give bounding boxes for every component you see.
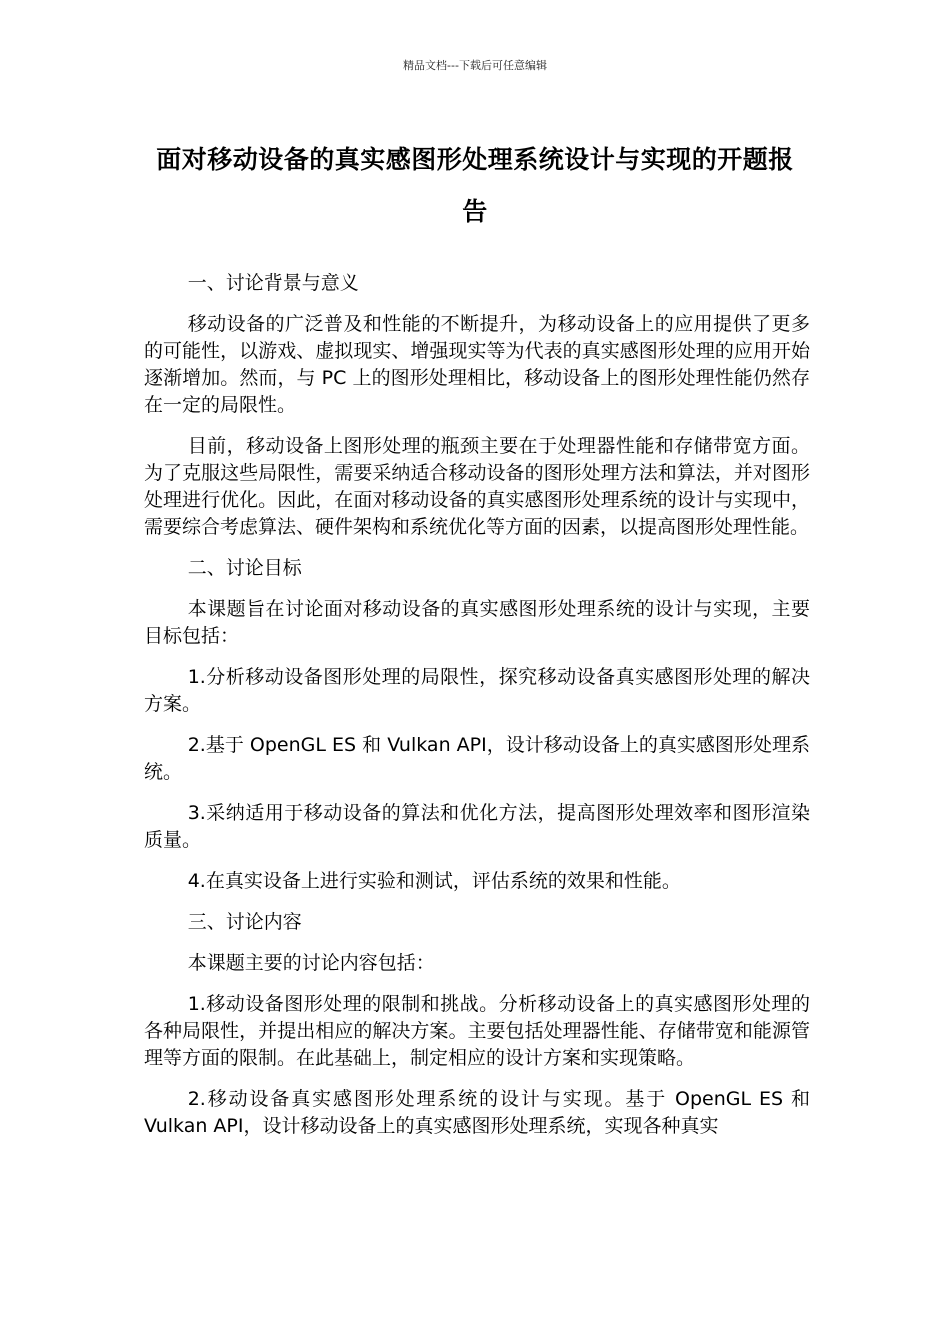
paragraph: 目前，移动设备上图形处理的瓶颈主要在于处理器性能和存储带宽方面。为了克服这些局限性，需要采纳适合移动设备的图形处理方法和算法，并对图形处理进行优化。因此，在面对移动设备的真实感图形处理系统的设计与实现中，需要综合考虑算法、硬件架构和系统优化等方面的因素，以提高图形处理性能。 [144, 435, 810, 538]
paragraph: 本课题旨在讨论面对移动设备的真实感图形处理系统的设计与实现，主要目标包括： [144, 598, 810, 647]
list-item: 4.在真实设备上进行实验和测试，评估系统的效果和性能。 [187, 870, 681, 892]
section-heading: 二、讨论目标 [187, 557, 302, 579]
section-heading: 三、讨论内容 [187, 911, 302, 933]
header-note: 精品文档---下载后可任意编辑 [403, 59, 547, 72]
list-item: 1.移动设备图形处理的限制和挑战。分析移动设备上的真实感图形处理的各种局限性，并提出相应的解决方案。主要包括处理器性能、存储带宽和能源管理等方面的限制。在此基础上，制定相应的设计方案和实现策略。 [144, 993, 810, 1069]
paragraph: 移动设备的广泛普及和性能的不断提升，为移动设备上的应用提供了更多的可能性，以游戏、虚拟现实、增强现实等为代表的真实感图形处理的应用开始逐渐增加。然而，与 PC 上的图形处理相比，移动设备上的图形处理性能仍然存在一定的局限性。 [144, 313, 810, 416]
section-heading: 一、讨论背景与意义 [187, 272, 359, 294]
list-item: 2.移动设备真实感图形处理系统的设计与实现。基于 OpenGL ES 和 Vulkan API，设计移动设备上的真实感图形处理系统，实现各种真实 [144, 1088, 810, 1137]
list-item: 2.基于 OpenGL ES 和 Vulkan API，设计移动设备上的真实感图形处理系统。 [144, 734, 810, 783]
list-item: 3.采纳适用于移动设备的算法和优化方法，提高图形处理效率和图形渲染质量。 [144, 802, 810, 851]
list-item: 1.分析移动设备图形处理的局限性，探究移动设备真实感图形处理的解决方案。 [144, 666, 810, 715]
paragraph: 本课题主要的讨论内容包括： [187, 952, 435, 974]
document-body [144, 270, 810, 1154]
document-title: 面对移动设备的真实感图形处理系统设计与实现的开题报告 [156, 145, 794, 226]
